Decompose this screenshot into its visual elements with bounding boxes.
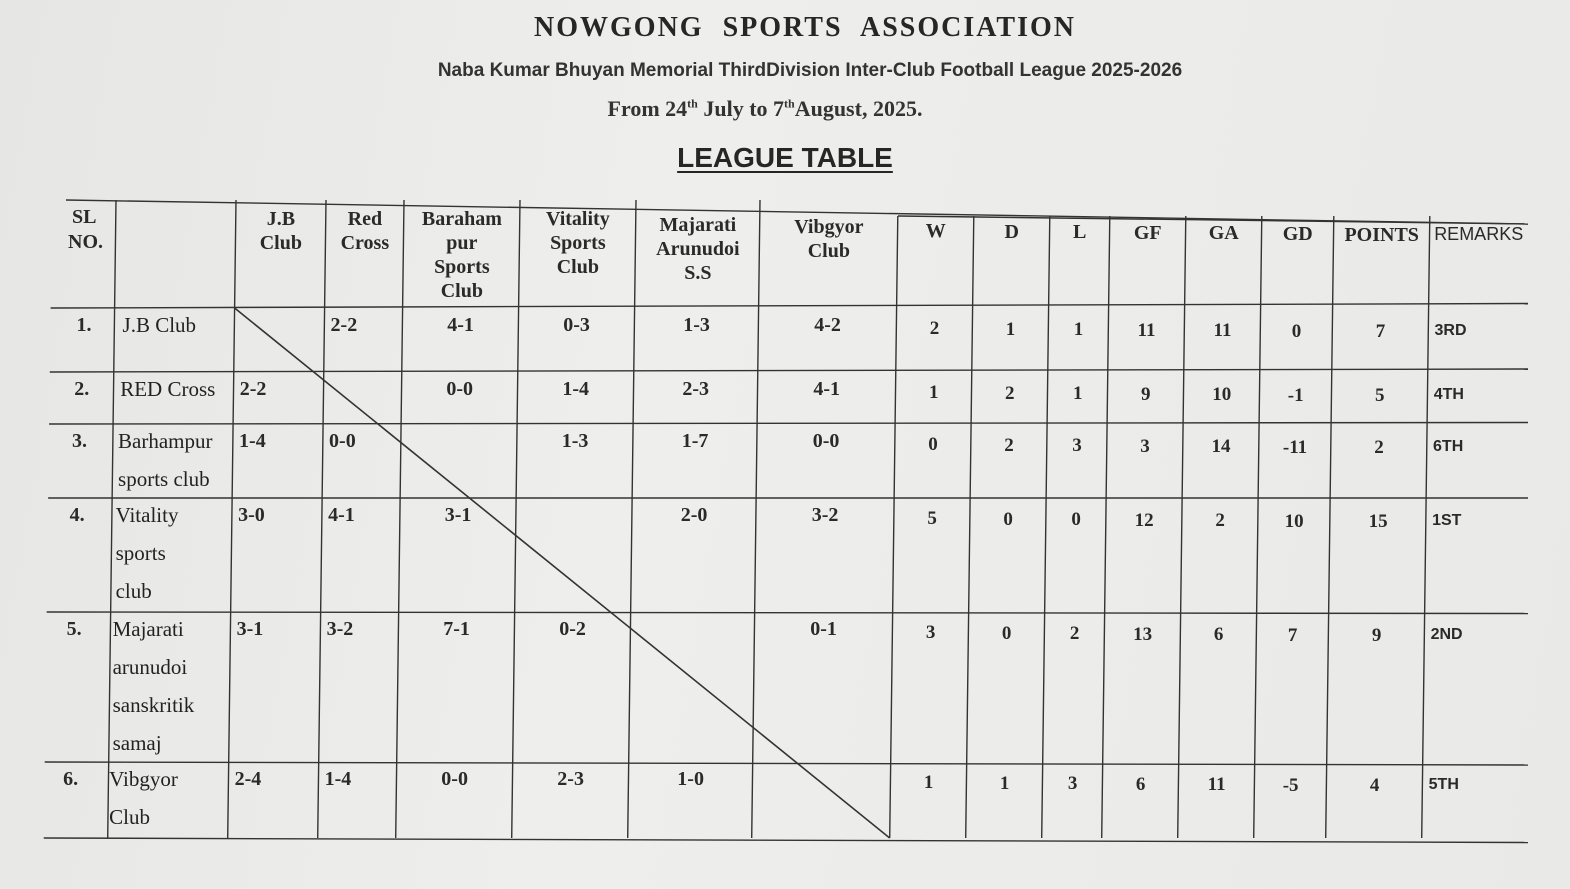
score-cell: 4-2: [814, 314, 841, 336]
stat-cell: 1: [923, 772, 934, 793]
team-name: samaj: [112, 731, 162, 755]
opponent-header: Sports: [550, 232, 606, 254]
score-cell: 3-1: [236, 618, 264, 640]
sl-number: 6.: [63, 768, 79, 790]
stat-cell: 9: [1140, 383, 1151, 405]
opponent-header: Cross: [340, 232, 390, 254]
dates-suffix: August, 2025.: [794, 96, 923, 121]
stat-cell: 10: [1212, 384, 1232, 405]
score-cell: 0-1: [810, 618, 837, 640]
stat-cell: 1: [1073, 319, 1084, 340]
row-divider: [49, 423, 1528, 425]
stat-cell: 2: [1004, 434, 1014, 456]
team-name: Club: [109, 805, 150, 829]
stat-cell: 7: [1375, 321, 1386, 342]
opponent-header: Club: [440, 280, 483, 302]
opponent-header: Red: [347, 208, 383, 230]
stat-cell: 11: [1207, 774, 1226, 795]
remarks-cell: 6TH: [1433, 438, 1464, 455]
opponent-header: S.S: [684, 262, 712, 284]
association-title: NOWGONG SPORTS ASSOCIATION: [534, 12, 1076, 43]
team-name: arunudoi: [112, 655, 188, 679]
team-name: sports club: [118, 467, 210, 491]
stat-cell: -5: [1282, 774, 1299, 796]
column-divider: [228, 200, 236, 838]
score-cell: 1-3: [683, 314, 710, 336]
score-cell: 0-0: [441, 768, 468, 790]
score-cell: 2-3: [557, 768, 584, 790]
stat-cell: 7: [1287, 624, 1298, 646]
row-divider: [45, 762, 1528, 765]
opponent-header: pur: [446, 232, 478, 254]
l-header: L: [1073, 221, 1087, 244]
team-name: Vibgyor: [109, 767, 178, 791]
stat-cell: 0: [1291, 320, 1302, 342]
score-cell: 3-1: [444, 504, 472, 526]
gd-header: GD: [1282, 223, 1313, 245]
opponent-header: Club: [807, 240, 850, 262]
stat-cell: 2: [1069, 623, 1080, 644]
score-cell: 0-0: [446, 378, 474, 400]
score-cell: 0-0: [329, 430, 356, 452]
stat-cell: 1: [1072, 383, 1083, 404]
stat-cell: 11: [1137, 319, 1156, 341]
dates-sup-2: th: [784, 96, 795, 111]
stat-cell: 3: [1067, 773, 1078, 794]
opponent-header: Sports: [434, 256, 490, 278]
gf-header: GF: [1133, 221, 1162, 244]
team-name: Majarati: [112, 617, 184, 641]
stat-cell: 1: [1005, 318, 1016, 340]
stat-cell: 3: [1140, 435, 1150, 457]
remarks-cell: 3RD: [1434, 322, 1467, 339]
stat-cell: 9: [1371, 625, 1382, 646]
team-name: Vitality: [115, 503, 179, 527]
team-name: RED Cross: [120, 377, 216, 401]
d-header: D: [1004, 220, 1019, 243]
stat-cell: 11: [1213, 320, 1232, 341]
stat-cell: 0: [928, 434, 938, 455]
row-divider: [50, 369, 1528, 372]
stat-cell: 6: [1213, 624, 1224, 645]
opponent-header: Club: [556, 256, 599, 278]
stat-cell: 3: [1072, 435, 1082, 456]
sl-number: 5.: [66, 618, 82, 640]
stat-cell: 2: [1215, 510, 1225, 531]
team-name: J.B Club: [122, 313, 197, 337]
score-cell: 4-1: [328, 504, 355, 526]
score-cell: 0-3: [563, 314, 590, 336]
stat-cell: 1: [999, 772, 1010, 794]
sl-number: 2.: [74, 378, 90, 400]
opponent-header: Majarati: [659, 214, 737, 236]
stat-cell: -11: [1282, 436, 1308, 458]
team-name: Barhampur: [118, 429, 213, 453]
stat-cell: 0: [1003, 508, 1013, 530]
remarks-cell: 5TH: [1428, 776, 1459, 793]
sl-header-no: NO.: [68, 231, 103, 253]
stat-cell: 5: [1374, 385, 1385, 406]
stat-cell: 0: [1071, 509, 1081, 530]
sl-header: SL: [72, 206, 97, 228]
stat-cell: 1: [928, 382, 939, 403]
score-cell: 3-2: [326, 618, 354, 640]
stat-cell: -1: [1287, 384, 1304, 406]
remarks-cell: 4TH: [1433, 386, 1464, 403]
score-cell: 0-0: [812, 430, 840, 452]
league-name: Naba Kumar Bhuyan Memorial ThirdDivision Inter-Club Football League 2025-2026: [437, 60, 1183, 81]
score-cell: 1-4: [324, 768, 352, 790]
stat-cell: 12: [1134, 509, 1154, 531]
stat-cell: 2: [1374, 437, 1384, 458]
stat-cell: 0: [1001, 622, 1012, 644]
dates-prefix: From 24: [607, 96, 688, 121]
column-divider: [318, 200, 326, 838]
score-cell: 1-4: [562, 378, 590, 400]
row-divider: [47, 612, 1528, 614]
points-header: POINTS: [1344, 223, 1419, 246]
sl-number: 3.: [72, 430, 88, 452]
team-name: sports: [115, 541, 166, 565]
team-name: sanskritik: [112, 693, 195, 717]
opponent-header: Vitality: [546, 208, 610, 230]
stat-cell: 3: [925, 622, 936, 643]
stat-cell: 15: [1368, 511, 1388, 532]
score-cell: 1-0: [677, 768, 704, 790]
sl-number: 1.: [76, 314, 92, 336]
score-cell: 3-2: [811, 504, 839, 526]
score-cell: 2-3: [682, 378, 710, 400]
team-name: club: [115, 579, 152, 603]
stat-cell: 4: [1369, 775, 1380, 796]
opponent-header: Arunudoi: [656, 238, 740, 260]
league-table-title-text: LEAGUE TABLE: [677, 142, 893, 173]
score-cell: 4-1: [813, 378, 841, 400]
opponent-header: J.B: [266, 208, 296, 230]
remarks-header: REMARKS: [1434, 224, 1524, 245]
row-divider: [44, 838, 1528, 843]
dates-sup-1: th: [687, 96, 698, 111]
score-cell: 7-1: [443, 618, 470, 640]
remarks-cell: 2ND: [1430, 626, 1463, 643]
remarks-cell: 1ST: [1432, 512, 1462, 529]
stat-cell: 13: [1133, 623, 1153, 645]
score-cell: 2-2: [330, 314, 358, 336]
stat-cell: 5: [927, 508, 937, 529]
sl-number: 4.: [69, 504, 85, 526]
dates-middle: July to 7: [697, 96, 785, 121]
opponent-header: Vibgyor: [794, 216, 864, 238]
stat-cell: 14: [1211, 436, 1231, 457]
stat-cell: 2: [1004, 382, 1015, 404]
score-cell: 1-7: [681, 430, 709, 452]
opponent-header: Club: [259, 232, 302, 254]
opponent-header: Baraham: [421, 208, 502, 230]
stat-cell: 10: [1284, 510, 1304, 532]
score-cell: 4-1: [447, 314, 474, 336]
score-cell: 2-0: [680, 504, 708, 526]
score-cell: 2-2: [239, 378, 267, 400]
score-cell: 3-0: [238, 504, 265, 526]
score-cell: 2-4: [234, 768, 262, 790]
stat-cell: 6: [1135, 773, 1146, 795]
score-cell: 0-2: [559, 618, 586, 640]
ga-header: GA: [1208, 222, 1239, 245]
w-header: W: [925, 220, 946, 242]
score-cell: 1-3: [561, 430, 589, 452]
stat-cell: 2: [929, 318, 940, 339]
score-cell: 1-4: [239, 430, 266, 452]
row-divider: [51, 304, 1528, 309]
